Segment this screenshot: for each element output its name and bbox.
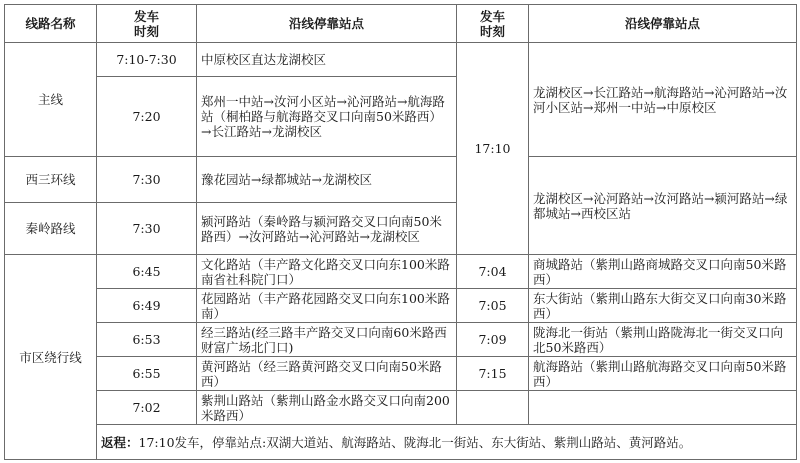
city-loop-stops-2: [529, 391, 797, 425]
qinling-line-time: 7:30: [97, 203, 197, 255]
table-row: [5, 289, 797, 323]
city-loop-stops: 黄河路站（经三路黄河路交叉口向南50米路西）: [197, 357, 457, 391]
table-row: [5, 255, 797, 289]
header-depart-time-2: 发车 时刻: [457, 5, 529, 43]
city-loop-time-2: 7:05: [457, 289, 529, 323]
city-loop-time-2: 7:15: [457, 357, 529, 391]
table-row: [5, 43, 797, 77]
city-loop-stops-2: 商城路站（紫荆山路商城路交叉口向南50米路西）: [529, 255, 797, 289]
city-loop-time-2: 7:09: [457, 323, 529, 357]
city-loop-time: 7:02: [97, 391, 197, 425]
main-line-time-a: 7:10-7:30: [97, 43, 197, 77]
main-line-name: 主线: [5, 43, 97, 157]
city-loop-time: 6:55: [97, 357, 197, 391]
west-line-name: 西三环线: [5, 157, 97, 203]
city-loop-stops: 文化路站（丰产路文化路交叉口向东100米路南省社科院门口）: [197, 255, 457, 289]
city-loop-stops: 花园路站（丰产路花园路交叉口向东100米路南）: [197, 289, 457, 323]
qinling-line-name: 秦岭路线: [5, 203, 97, 255]
city-loop-time: 6:49: [97, 289, 197, 323]
return-label: 返程：: [101, 434, 139, 450]
header-stops-2: 沿线停靠站点: [529, 5, 797, 43]
main-line-stops-b: 郑州一中站→汝河小区站→沁河路站→航海路站（桐柏路与航海路交叉口向南50米路西）→长江路站→龙湖校区: [197, 77, 457, 157]
city-loop-time-2: [457, 391, 529, 425]
city-loop-stops: 经三路站(经三路丰产路交叉口向南60米路西财富广场北门口): [197, 323, 457, 357]
city-loop-time: 6:53: [97, 323, 197, 357]
city-loop-stops-2: 航海路站（紫荆山路航海路交叉口向南50米路西）: [529, 357, 797, 391]
west-line-stops: 豫花园站→绿都城站→龙湖校区: [197, 157, 457, 203]
header-route-name: 线路名称: [5, 5, 97, 43]
header-depart-time: 发车 时刻: [97, 5, 197, 43]
header-stops: 沿线停靠站点: [197, 5, 457, 43]
return-note: [97, 425, 797, 460]
city-loop-stops-2: 东大街站（紫荆山路东大街交叉口向南30米路西）: [529, 289, 797, 323]
west-line-time: 7:30: [97, 157, 197, 203]
table-row: [5, 323, 797, 357]
header-row: [5, 5, 797, 43]
afternoon-time: 17:10: [457, 43, 529, 255]
main-line-stops-a: 中原校区直达龙湖校区: [197, 43, 457, 77]
table-row: [5, 157, 797, 203]
city-loop-stops-2: 陇海北一街站（紫荆山路陇海北一街交叉口向北50米路西）: [529, 323, 797, 357]
afternoon-route-b: 龙湖校区→沁河路站→汝河路站→颍河路站→绿都城站→西校区站: [529, 157, 797, 255]
afternoon-route-a: 龙湖校区→长江路站→航海路站→沁河路站→汝河小区站→郑州一中站→中原校区: [529, 43, 797, 157]
city-loop-stops: 紫荆山路站（紫荆山路金水路交叉口向南200米路西）: [197, 391, 457, 425]
main-line-time-b: 7:20: [97, 77, 197, 157]
return-text: 17:10发车，停靠站点:双湖大道站、航海路站、陇海北一街站、东大街站、紫荆山路站、黄河路站。: [138, 434, 692, 450]
table-row: [5, 391, 797, 425]
bus-schedule-table: [4, 4, 797, 460]
table-row: [5, 357, 797, 391]
qinling-line-stops: 颍河路站（秦岭路与颍河路交叉口向南50米路西）→汝河路站→沁河路站→龙湖校区: [197, 203, 457, 255]
city-loop-name: 市区绕行线: [5, 255, 97, 460]
city-loop-time-2: 7:04: [457, 255, 529, 289]
return-row: [5, 425, 797, 460]
city-loop-time: 6:45: [97, 255, 197, 289]
